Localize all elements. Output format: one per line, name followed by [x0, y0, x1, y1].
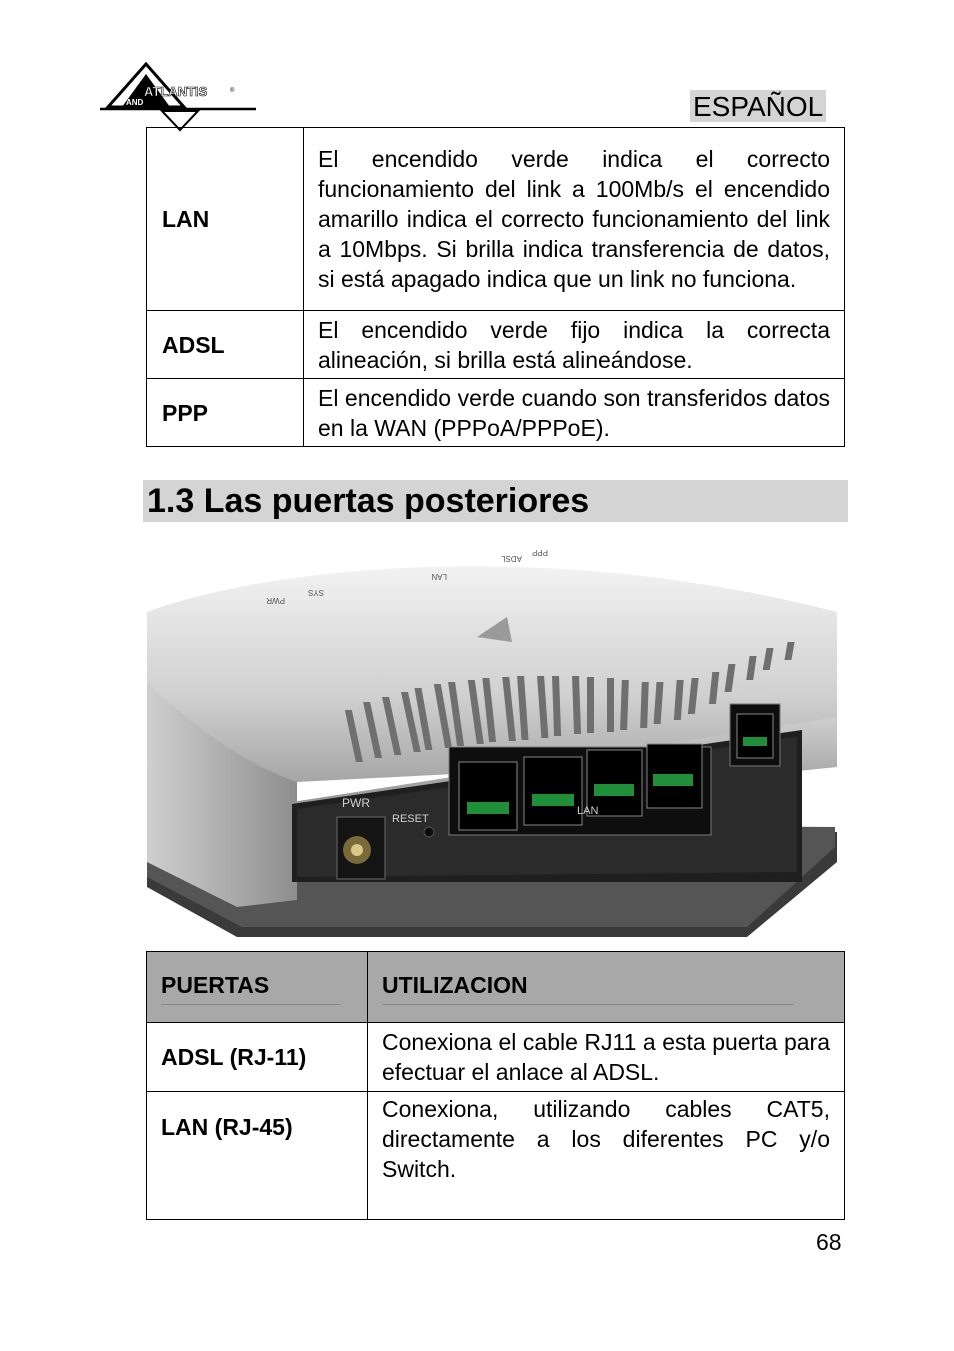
led-label-pwr: PWR — [266, 596, 285, 605]
led-description: El encendido verde cuando son transferidos datos en la WAN (PPPoA/PPPoE). — [304, 379, 845, 447]
led-label-ppp: PPP — [531, 548, 548, 557]
led-label: LAN — [147, 128, 304, 311]
led-label: PPP — [147, 379, 304, 447]
adsl-port — [730, 704, 780, 766]
pwr-port-label: PWR — [342, 796, 370, 810]
port-description: Conexiona el cable RJ11 a esta puerta para efectuar el anlace al ADSL. — [368, 1023, 845, 1092]
led-description: El encendido verde fijo indica la correcta alineación, si brilla está alineándose. — [304, 311, 845, 379]
router-rear-photo — [147, 532, 847, 950]
led-label: ADSL — [147, 311, 304, 379]
header-usage-label: UTILIZACION — [382, 970, 794, 1005]
table-row — [147, 379, 845, 447]
led-label-lan: LAN — [431, 572, 447, 581]
table-row — [147, 1092, 845, 1220]
section-heading — [143, 480, 848, 522]
led-description: El encendido verde indica el correcto funcionamiento del link a 100Mb/s el encendido amarillo indica el correcto funcionamiento del link a 10Mbps. Si brilla indica transferencia de datos, si está apagado indica que un link no funciona. — [304, 128, 845, 311]
atlantis-land-logo — [100, 62, 260, 132]
header-port-label: PUERTAS — [161, 970, 341, 1005]
port-label: ADSL (RJ-11) — [147, 1023, 368, 1092]
table-header-row — [147, 952, 845, 1023]
adsl-port-label: ADSL — [742, 688, 769, 699]
led-label-adsl: ADSL — [501, 554, 522, 563]
port-label: LAN (RJ-45) — [147, 1092, 368, 1220]
reset-port-label: RESET — [392, 813, 429, 825]
page-number: 68 — [816, 1229, 842, 1255]
svg-text:AND: AND — [126, 98, 144, 107]
table-row — [147, 1023, 845, 1092]
led-table — [146, 127, 845, 447]
svg-text:®: ® — [230, 88, 235, 94]
language-label: ESPAÑOL — [690, 90, 826, 122]
table-row — [147, 128, 845, 311]
lan-port-label: LAN — [577, 805, 599, 817]
header-port — [147, 952, 368, 1023]
section-title: 1.3 Las puertas posteriores — [147, 482, 590, 520]
logo-text: ATLANTIS — [144, 84, 208, 99]
table-row — [147, 311, 845, 379]
led-label-sys: SYS — [307, 588, 324, 597]
port-description: Conexiona, utilizando cables CAT5, directamente a los diferentes PC y/o Switch. — [368, 1092, 845, 1220]
ports-table — [146, 951, 845, 1220]
header-usage — [368, 952, 845, 1023]
lan-ports — [449, 744, 711, 835]
